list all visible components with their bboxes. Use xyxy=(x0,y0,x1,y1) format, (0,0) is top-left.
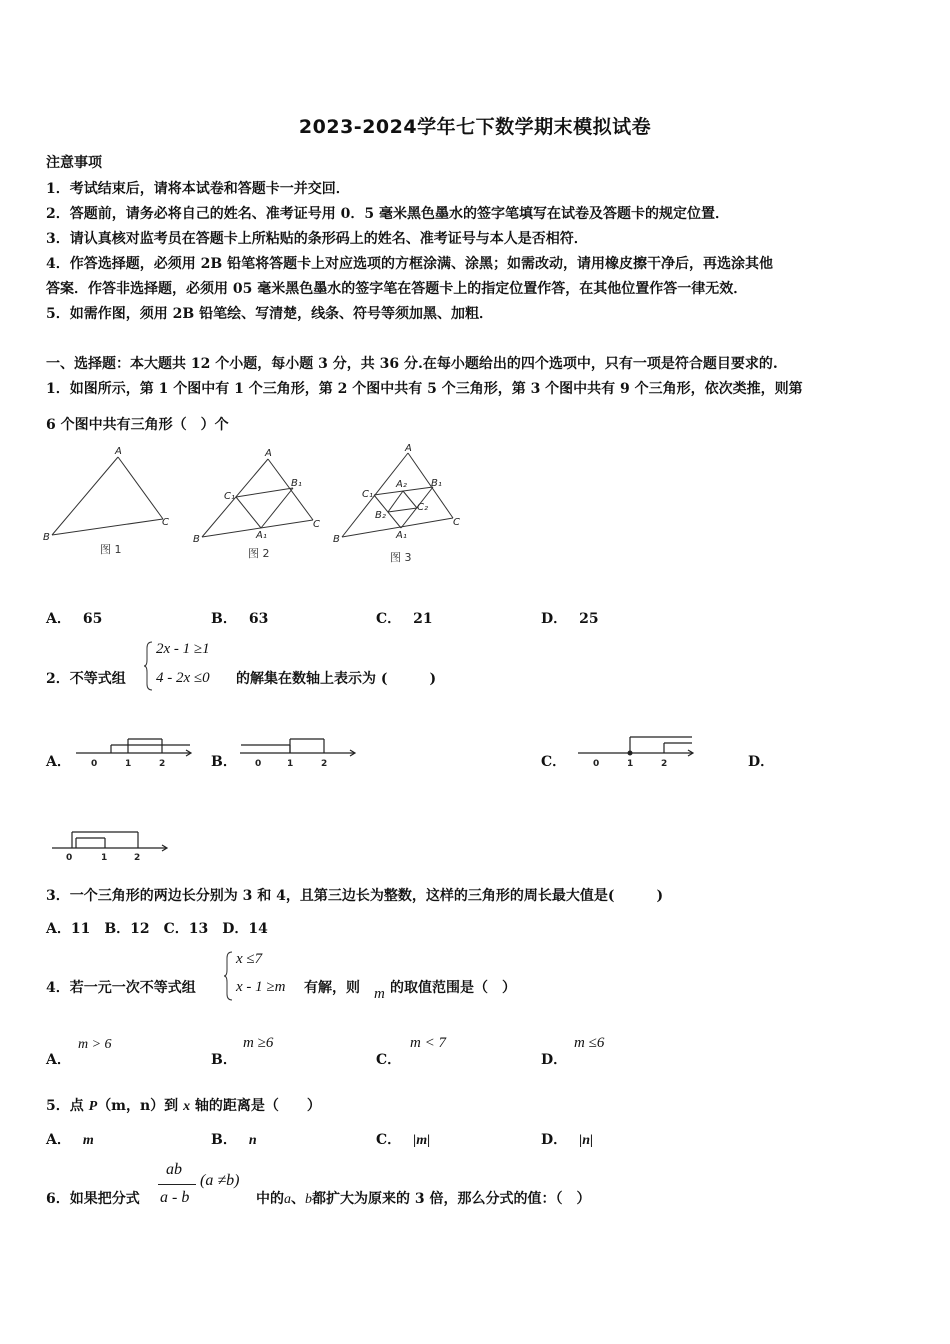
question-4-prefix: 4．若一元一次不等式组 xyxy=(46,980,196,996)
option-c-value: m < 7 xyxy=(410,1035,446,1051)
tick-label: 1 xyxy=(627,759,634,769)
inequality-1: x ≤7 xyxy=(236,951,263,967)
notice-item: 4．作答选择题，必须用 2B 铅笔将答题卡上对应选项的方框涂满、涂黑；如需改动，请用橡皮擦干净后，再选涂其他 xyxy=(46,256,774,272)
question-2-suffix: 的解集在数轴上表示为 ( ) xyxy=(236,671,437,687)
inequality-1: 2x - 1 ≥1 xyxy=(156,641,210,657)
option-d: D． |n| xyxy=(541,1132,594,1148)
label-A1: A₁ xyxy=(256,530,267,541)
question-1-line1: 1．如图所示，第 1 个图中有 1 个三角形，第 2 个图中共有 5 个三角形，第 3 个图中共有 9 个三角形，依次类推，则第 xyxy=(46,381,803,397)
tick-label: 0 xyxy=(593,759,600,769)
triangle-figures xyxy=(40,442,480,567)
option-c: C． xyxy=(376,1052,402,1068)
option-a-value: m > 6 xyxy=(78,1037,112,1052)
option-a: A． xyxy=(46,1052,71,1068)
option-b: B． 63 xyxy=(211,611,269,627)
tick-label: 2 xyxy=(661,759,668,769)
label-C: C xyxy=(453,517,460,528)
option-b: B． xyxy=(211,1052,237,1068)
notice-item: 答案．作答非选择题，必须用 05 毫米黑色墨水的签字笔在答题卡上的指定位置作答，在其他位置作答一律无效． xyxy=(46,281,748,297)
brace xyxy=(144,640,154,692)
label-B1: B₁ xyxy=(291,478,302,489)
question-3: 3．一个三角形的两边长分别为 3 和 4，且第三边长为整数，这样的三角形的周长最大值是( ) xyxy=(46,888,664,904)
variable-m: m xyxy=(374,986,385,1002)
fraction-bar xyxy=(158,1184,196,1185)
tick-label: 0 xyxy=(66,853,73,862)
question-1-line2: 6 个图中共有三角形（ ）个 xyxy=(46,417,229,433)
question-4-mid: 有解，则 xyxy=(304,980,360,996)
fraction-denominator: a - b xyxy=(160,1189,190,1206)
label-A: A xyxy=(115,446,122,457)
tick-label: 2 xyxy=(321,759,328,769)
tick-label: 0 xyxy=(91,759,98,769)
label-B: B xyxy=(193,534,200,545)
option-b: B． xyxy=(211,754,237,770)
question-2-prefix: 2．不等式组 xyxy=(46,671,126,687)
label-A2: A₂ xyxy=(396,479,407,490)
notice-item: 5．如需作图，须用 2B 铅笔绘、写清楚，线条、符号等须加黑、加粗． xyxy=(46,306,494,322)
label-A: A xyxy=(405,443,412,454)
notice-item: 2．答题前，请务必将自己的姓名、准考证号用 0．5 毫米黑色墨水的签字笔填写在试卷及答题卡的规定位置． xyxy=(46,206,729,222)
question-6-prefix: 6．如果把分式 xyxy=(46,1191,140,1207)
option-b-value: m ≥6 xyxy=(243,1035,274,1051)
label-A: A xyxy=(265,448,272,459)
label-C1: C₁ xyxy=(224,491,235,502)
inequality-2: 4 - 2x ≤0 xyxy=(156,670,210,686)
option-c: C． 21 xyxy=(376,611,433,627)
tick-label: 0 xyxy=(255,759,262,769)
question-3-options: A．11 B．12 C．13 D．14 xyxy=(46,921,268,937)
label-C: C xyxy=(162,517,169,528)
brace xyxy=(224,950,234,1002)
inequality-2: x - 1 ≥m xyxy=(236,979,286,995)
label-C2: C₂ xyxy=(417,502,428,513)
question-4-suffix: 的取值范围是（ ） xyxy=(390,980,516,996)
option-a: A． 65 xyxy=(46,611,103,627)
option-d: D． xyxy=(748,754,775,770)
number-line-c xyxy=(576,733,696,773)
fraction-numerator: ab xyxy=(166,1161,182,1178)
figure-caption: 图 2 xyxy=(248,547,270,560)
question-6-mid: 中的a、b都扩大为原来的 3 倍，那么分式的值：（ ） xyxy=(256,1191,591,1207)
label-B1: B₁ xyxy=(431,478,442,489)
notice-item: 1．考试结束后，请将本试卷和答题卡一并交回． xyxy=(46,181,350,197)
notice-item: 3．请认真核对监考员在答题卡上所粘贴的条形码上的姓名、准考证号与本人是否相符． xyxy=(46,231,588,247)
tick-label: 1 xyxy=(101,853,108,862)
label-C: C xyxy=(313,519,320,530)
tick-label: 1 xyxy=(125,759,132,769)
option-b: B． n xyxy=(211,1132,257,1148)
number-line-b xyxy=(238,733,358,773)
label-B: B xyxy=(333,534,340,545)
figure-caption: 图 1 xyxy=(100,543,122,556)
tick-label: 2 xyxy=(134,853,141,862)
option-a: A． m xyxy=(46,1132,94,1148)
notice-heading: 注意事项 xyxy=(46,155,102,171)
figure-caption: 图 3 xyxy=(390,551,412,564)
condition: (a ≠b) xyxy=(200,1172,240,1189)
label-C1: C₁ xyxy=(362,489,373,500)
page-title: 2023-2024学年七下数学期末模拟试卷 xyxy=(298,116,652,138)
option-c: C． xyxy=(541,754,567,770)
tick-label: 2 xyxy=(159,759,166,769)
option-d: D． 25 xyxy=(541,611,599,627)
option-a: A． xyxy=(46,754,71,770)
section-heading: 一、选择题：本大题共 12 个小题，每小题 3 分，共 36 分.在每小题给出的四个选项中，只有一项是符合题目要求的. xyxy=(46,356,778,372)
tick-label: 1 xyxy=(287,759,294,769)
number-line-a xyxy=(74,733,194,773)
option-d-value: m ≤6 xyxy=(574,1035,605,1051)
label-B: B xyxy=(43,532,50,543)
label-B2: B₂ xyxy=(375,510,386,521)
question-5: 5．点 P（m，n）到 x 轴的距离是（ ） xyxy=(46,1098,321,1114)
option-c: C． |m| xyxy=(376,1132,431,1148)
number-line-d xyxy=(50,822,170,862)
option-d: D． xyxy=(541,1052,568,1068)
label-A1: A₁ xyxy=(396,530,407,541)
